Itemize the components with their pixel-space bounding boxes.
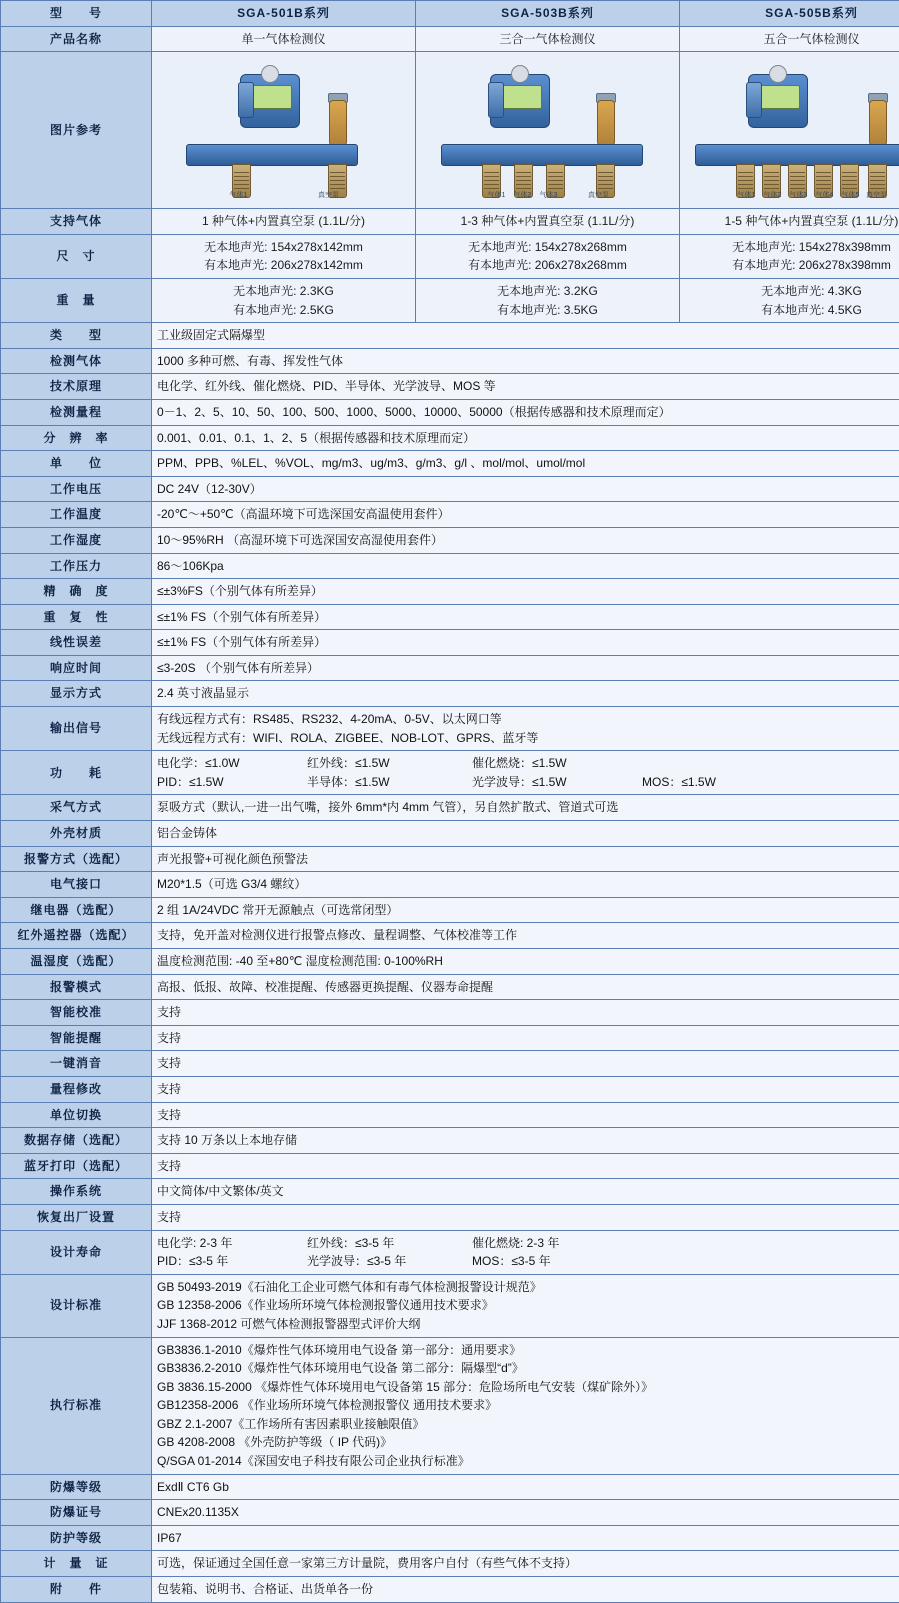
smart-remind-value: 支持 (152, 1025, 899, 1051)
temperature-value: -20℃～+50℃（高温环境下可选深国安高温使用套件） (152, 502, 899, 528)
row-label-os: 操作系统 (1, 1179, 152, 1205)
device-illustration-3 (685, 56, 899, 204)
alarm-mode-option-value: 声光报警+可视化颜色预警法 (152, 846, 899, 872)
vacuum-pump-2 (597, 100, 615, 146)
output-line-1: 有线远程方式有：RS485、RS232、4-20mA、0-5V、以太网口等 (157, 710, 899, 729)
row-label-response-time: 响应时间 (1, 655, 152, 681)
range-modify-value: 支持 (152, 1076, 899, 1102)
table-row-one-key-mute (1, 1051, 899, 1077)
exec-standard-line-4: GB12358-2006 《作业场所环境气体检测报警仪 通用技术要求》 (157, 1396, 899, 1415)
row-label-accessories: 附 件 (1, 1577, 152, 1603)
device-caption-row-2 (421, 191, 674, 202)
row-label-relay-option: 继电器（选配） (1, 897, 152, 923)
row-label-bluetooth-print-option: 蓝牙打印（选配） (1, 1153, 152, 1179)
table-row-temperature (1, 502, 899, 528)
table-row-factory-reset (1, 1204, 899, 1230)
table-row-relay-option (1, 897, 899, 923)
row-label-humidity: 工作湿度 (1, 527, 152, 553)
exec-standard-line-7: Q/SGA 01-2014《深国安电子科技有限公司企业执行标准》 (157, 1452, 899, 1471)
ip-level-value: IP67 (152, 1525, 899, 1551)
table-row-voltage (1, 476, 899, 502)
model-column-3: SGA-505B系列 (680, 1, 899, 27)
linear-error-value: ≤±1% FS（个别气体有所差异） (152, 630, 899, 656)
table-row-ex-cert (1, 1500, 899, 1526)
accessories-value: 包装箱、说明书、合格证、出货单各一份 (152, 1577, 899, 1603)
device-caption-2-1: 气体1 (486, 191, 508, 202)
table-row-design-standard (1, 1274, 899, 1337)
row-label-support-gas: 支持气体 (1, 209, 152, 235)
row-label-principle: 技术原理 (1, 374, 152, 400)
row-label-temperature: 工作温度 (1, 502, 152, 528)
os-value: 中文简体/中文繁体/英文 (152, 1179, 899, 1205)
table-row-ip-level (1, 1525, 899, 1551)
exec-standard-line-1: GB3836.1-2010《爆炸性气体环境用电气设备 第一部分：通用要求》 (157, 1341, 899, 1360)
row-label-pressure: 工作压力 (1, 553, 152, 579)
weight-1-line2: 有本地声光: 2.5KG (157, 301, 410, 320)
table-row-power-consumption (1, 751, 899, 795)
row-label-size: 尺 寸 (1, 234, 152, 278)
device-caption-2-4: 真空泵 (588, 191, 610, 202)
size-2 (416, 234, 680, 278)
life-mos: MOS：≤3-5 年 (472, 1252, 642, 1271)
row-label-electrical-interface: 电气接口 (1, 872, 152, 898)
table-row-accessories (1, 1577, 899, 1603)
power-catalytic: 催化燃烧：≤1.5W (472, 754, 642, 773)
device-caption-row-3 (685, 191, 899, 202)
size-1 (152, 234, 416, 278)
table-row-electrical-interface (1, 872, 899, 898)
weight-3-line2: 有本地声光: 4.5KG (685, 301, 899, 320)
row-label-temp-humidity-option: 温湿度（选配） (1, 949, 152, 975)
row-label-weight: 重 量 (1, 278, 152, 322)
table-row-accuracy (1, 579, 899, 605)
row-label-alarm-modes: 报警模式 (1, 974, 152, 1000)
weight-2 (416, 278, 680, 322)
row-label-voltage: 工作电压 (1, 476, 152, 502)
design-life-line-1 (157, 1234, 899, 1253)
row-label-output: 输出信号 (1, 707, 152, 751)
row-label-product-name: 产品名称 (1, 26, 152, 52)
ex-level-value: ExdⅡ CT6 Gb (152, 1474, 899, 1500)
table-row-alarm-mode-option (1, 846, 899, 872)
weight-2-line2: 有本地声光: 3.5KG (421, 301, 674, 320)
row-label-model: 型 号 (1, 1, 152, 27)
row-label-remote-option: 红外遥控器（选配） (1, 923, 152, 949)
life-pid: PID：≤3-5 年 (157, 1252, 307, 1271)
one-key-mute-value: 支持 (152, 1051, 899, 1077)
row-label-sampling: 采气方式 (1, 795, 152, 821)
table-row-remote-option (1, 923, 899, 949)
data-storage-option-value: 支持 10 万条以上本地存储 (152, 1128, 899, 1154)
table-row-range (1, 399, 899, 425)
weight-1 (152, 278, 416, 322)
row-label-shell: 外壳材质 (1, 821, 152, 847)
detector-arm-3 (746, 82, 762, 118)
humidity-value: 10～95%RH （高湿环境下可选深国安高湿使用套件） (152, 527, 899, 553)
size-1-line1: 无本地声光: 154x278x142mm (157, 238, 410, 257)
table-row-pressure (1, 553, 899, 579)
output-line-2: 无线远程方式有：WIFI、ROLA、ZIGBEE、NOB-LOT、GPRS、蓝牙等 (157, 729, 899, 748)
table-row-response-time (1, 655, 899, 681)
output-value (152, 707, 899, 751)
power-mos: MOS：≤1.5W (642, 773, 716, 792)
row-label-range-modify: 量程修改 (1, 1076, 152, 1102)
device-illustration-2 (421, 56, 674, 204)
row-label-linear-error: 线性误差 (1, 630, 152, 656)
detector-manifold-2 (441, 144, 643, 166)
support-gas-2: 1-3 种气体+内置真空泵 (1.1L/分) (416, 209, 680, 235)
row-label-accuracy: 精 确 度 (1, 579, 152, 605)
table-row-support-gas (1, 209, 899, 235)
row-label-repeatability: 重 复 性 (1, 604, 152, 630)
detector-manifold-1 (186, 144, 358, 166)
device-caption-2-2: 气体2 (512, 191, 534, 202)
detector-knob-2 (511, 65, 529, 83)
device-caption-3-2: 气体2 (762, 191, 784, 202)
row-label-data-storage-option: 数据存储（选配） (1, 1128, 152, 1154)
table-row-alarm-modes (1, 974, 899, 1000)
product-name-3: 五合一气体检测仪 (680, 26, 899, 52)
table-row-product-name (1, 26, 899, 52)
model-column-1: SGA-501B系列 (152, 1, 416, 27)
device-caption-3-6: 真空泵 (866, 191, 888, 202)
row-label-ip-level: 防护等级 (1, 1525, 152, 1551)
detector-knob-1 (261, 65, 279, 83)
temp-humidity-option-value: 温度检测范围: -40 至+80℃ 湿度检测范围: 0-100%RH (152, 949, 899, 975)
table-row-resolution (1, 425, 899, 451)
vacuum-pump-3 (869, 100, 887, 146)
table-row-weight (1, 278, 899, 322)
table-row-size (1, 234, 899, 278)
design-life-line-2 (157, 1252, 899, 1271)
category-value: 工业级固定式隔爆型 (152, 323, 899, 349)
table-row-image-reference (1, 52, 899, 209)
row-label-resolution: 分 辨 率 (1, 425, 152, 451)
table-row-humidity (1, 527, 899, 553)
row-label-design-standard: 设计标准 (1, 1274, 152, 1337)
table-row-smart-remind (1, 1025, 899, 1051)
table-row-model (1, 1, 899, 27)
row-label-alarm-mode-option: 报警方式（选配） (1, 846, 152, 872)
shell-value: 铝合金铸体 (152, 821, 899, 847)
design-standard-value (152, 1274, 899, 1337)
detector-manifold-3 (695, 144, 899, 166)
vacuum-pump-1 (329, 100, 347, 146)
table-row-data-storage-option (1, 1128, 899, 1154)
table-row-os (1, 1179, 899, 1205)
weight-2-line1: 无本地声光: 3.2KG (421, 282, 674, 301)
range-value: 0－1、2、5、10、50、100、500、1000、5000、10000、50000（根据传感器和技术原理而定） (152, 399, 899, 425)
size-2-line2: 有本地声光: 206x278x268mm (421, 256, 674, 275)
power-line-2 (157, 773, 899, 792)
support-gas-3: 1-5 种气体+内置真空泵 (1.1L/分) (680, 209, 899, 235)
row-label-metering-cert: 计 量 证 (1, 1551, 152, 1577)
resolution-value: 0.001、0.01、0.1、1、2、5（根据传感器和技术原理而定） (152, 425, 899, 451)
repeatability-value: ≤±1% FS（个别气体有所差异） (152, 604, 899, 630)
product-name-1: 单一气体检测仪 (152, 26, 416, 52)
table-row-ex-level (1, 1474, 899, 1500)
size-3 (680, 234, 899, 278)
table-row-category (1, 323, 899, 349)
row-label-design-life: 设计寿命 (1, 1230, 152, 1274)
exec-standard-line-2: GB3836.2-2010《爆炸性气体环境用电气设备 第二部分：隔爆型“d”》 (157, 1359, 899, 1378)
weight-1-line1: 无本地声光: 2.3KG (157, 282, 410, 301)
response-time-value: ≤3-20S （个别气体有所差异） (152, 655, 899, 681)
weight-3 (680, 278, 899, 322)
detector-knob-3 (769, 65, 787, 83)
size-3-line1: 无本地声光: 154x278x398mm (685, 238, 899, 257)
device-caption-row-1 (157, 191, 410, 202)
design-standard-line-1: GB 50493-2019《石油化工企业可燃气体和有毒气体检测报警设计规范》 (157, 1278, 899, 1297)
pressure-value: 86～106Kpa (152, 553, 899, 579)
device-image-2 (416, 52, 680, 209)
row-label-detect-gas: 检测气体 (1, 348, 152, 374)
exec-standard-line-3: GB 3836.15-2000 《爆炸性气体环境用电气设备第 15 部分：危险场所电气安装（煤矿除外）》 (157, 1378, 899, 1397)
detector-screen-2 (500, 85, 542, 109)
table-row-design-life (1, 1230, 899, 1274)
device-illustration-1 (157, 56, 410, 204)
detector-screen-3 (758, 85, 800, 109)
table-row-unit-switch (1, 1102, 899, 1128)
detector-screen-1 (250, 85, 292, 109)
factory-reset-value: 支持 (152, 1204, 899, 1230)
row-label-range: 检测量程 (1, 399, 152, 425)
sampling-value: 泵吸方式（默认,一进一出气嘴，接外 6mm*内 4mm 气管），另自然扩散式、管道式可选 (152, 795, 899, 821)
device-caption-1-1: 气体1 (228, 191, 250, 202)
device-caption-3-4: 气体4 (814, 191, 836, 202)
device-caption-3-3: 气体3 (788, 191, 810, 202)
table-row-display (1, 681, 899, 707)
table-row-output (1, 707, 899, 751)
power-line-1 (157, 754, 899, 773)
power-optical-waveguide: 光学波导：≤1.5W (472, 773, 642, 792)
voltage-value: DC 24V（12-30V） (152, 476, 899, 502)
detect-gas-value: 1000 多种可燃、有毒、挥发性气体 (152, 348, 899, 374)
row-label-category: 类 型 (1, 323, 152, 349)
product-name-2: 三合一气体检测仪 (416, 26, 680, 52)
size-2-line1: 无本地声光: 154x278x268mm (421, 238, 674, 257)
life-catalytic: 催化燃烧: 2-3 年 (472, 1234, 642, 1253)
design-life-value (152, 1230, 899, 1274)
power-consumption-value (152, 751, 899, 795)
model-column-2: SGA-503B系列 (416, 1, 680, 27)
life-optical-waveguide: 光学波导：≤3-5 年 (307, 1252, 472, 1271)
relay-option-value: 2 组 1A/24VDC 常开无源触点（可选常闭型） (152, 897, 899, 923)
metering-cert-value: 可选，保证通过全国任意一家第三方计量院，费用客户自付（有些气体不支持） (152, 1551, 899, 1577)
exec-standard-line-6: GB 4208-2008 《外壳防护等级（ IP 代码)》 (157, 1433, 899, 1452)
row-label-smart-calibration: 智能校准 (1, 1000, 152, 1026)
device-caption-2-3: 气体3 (538, 191, 560, 202)
table-row-unit (1, 451, 899, 477)
ex-cert-value: CNEx20.1135X (152, 1500, 899, 1526)
row-label-one-key-mute: 一键消音 (1, 1051, 152, 1077)
exec-standard-line-5: GBZ 2.1-2007《工作场所有害因素职业接触限值》 (157, 1415, 899, 1434)
row-label-unit: 单 位 (1, 451, 152, 477)
row-label-unit-switch: 单位切换 (1, 1102, 152, 1128)
size-3-line2: 有本地声光: 206x278x398mm (685, 256, 899, 275)
row-label-ex-level: 防爆等级 (1, 1474, 152, 1500)
device-caption-1-2: 真空泵 (318, 191, 340, 202)
device-image-3 (680, 52, 899, 209)
alarm-modes-value: 高报、低报、故障、校准提醒、传感器更换提醒、仪器寿命提醒 (152, 974, 899, 1000)
table-row-bluetooth-print-option (1, 1153, 899, 1179)
detector-arm-2 (488, 82, 504, 118)
unit-switch-value: 支持 (152, 1102, 899, 1128)
table-row-sampling (1, 795, 899, 821)
row-label-exec-standard: 执行标准 (1, 1337, 152, 1474)
principle-value: 电化学、红外线、催化燃烧、PID、半导体、光学波导、MOS 等 (152, 374, 899, 400)
smart-calibration-value: 支持 (152, 1000, 899, 1026)
row-label-image-reference: 图片参考 (1, 52, 152, 209)
power-electrochemical: 电化学：≤1.0W (157, 754, 307, 773)
table-row-range-modify (1, 1076, 899, 1102)
design-standard-line-2: GB 12358-2006《作业场所环境气体检测报警仪通用技术要求》 (157, 1296, 899, 1315)
table-row-linear-error (1, 630, 899, 656)
table-row-principle (1, 374, 899, 400)
detector-arm-1 (238, 82, 254, 118)
support-gas-1: 1 种气体+内置真空泵 (1.1L/分) (152, 209, 416, 235)
table-row-repeatability (1, 604, 899, 630)
unit-value: PPM、PPB、%LEL、%VOL、mg/m3、ug/m3、g/m3、g/l 、mol/mol、umol/mol (152, 451, 899, 477)
size-1-line2: 有本地声光: 206x278x142mm (157, 256, 410, 275)
remote-option-value: 支持，免开盖对检测仪进行报警点修改、量程调整、气体校准等工作 (152, 923, 899, 949)
table-row-shell (1, 821, 899, 847)
accuracy-value: ≤±3%FS（个别气体有所差异） (152, 579, 899, 605)
life-electrochemical: 电化学: 2-3 年 (157, 1234, 307, 1253)
row-label-factory-reset: 恢复出厂设置 (1, 1204, 152, 1230)
power-infrared: 红外线：≤1.5W (307, 754, 472, 773)
table-row-temp-humidity-option (1, 949, 899, 975)
device-caption-3-1: 气体1 (736, 191, 758, 202)
display-value: 2.4 英寸液晶显示 (152, 681, 899, 707)
row-label-power-consumption: 功 耗 (1, 751, 152, 795)
device-image-1 (152, 52, 416, 209)
bluetooth-print-option-value: 支持 (152, 1153, 899, 1179)
row-label-ex-cert: 防爆证号 (1, 1500, 152, 1526)
power-semiconductor: 半导体：≤1.5W (307, 773, 472, 792)
table-row-smart-calibration (1, 1000, 899, 1026)
electrical-interface-value: M20*1.5（可选 G3/4 螺纹） (152, 872, 899, 898)
table-row-metering-cert (1, 1551, 899, 1577)
row-label-display: 显示方式 (1, 681, 152, 707)
design-standard-line-3: JJF 1368-2012 可燃气体检测报警器型式评价大纲 (157, 1315, 899, 1334)
table-row-detect-gas (1, 348, 899, 374)
power-pid: PID：≤1.5W (157, 773, 307, 792)
row-label-smart-remind: 智能提醒 (1, 1025, 152, 1051)
device-caption-3-5: 气体5 (840, 191, 862, 202)
weight-3-line1: 无本地声光: 4.3KG (685, 282, 899, 301)
life-infrared: 红外线：≤3-5 年 (307, 1234, 472, 1253)
